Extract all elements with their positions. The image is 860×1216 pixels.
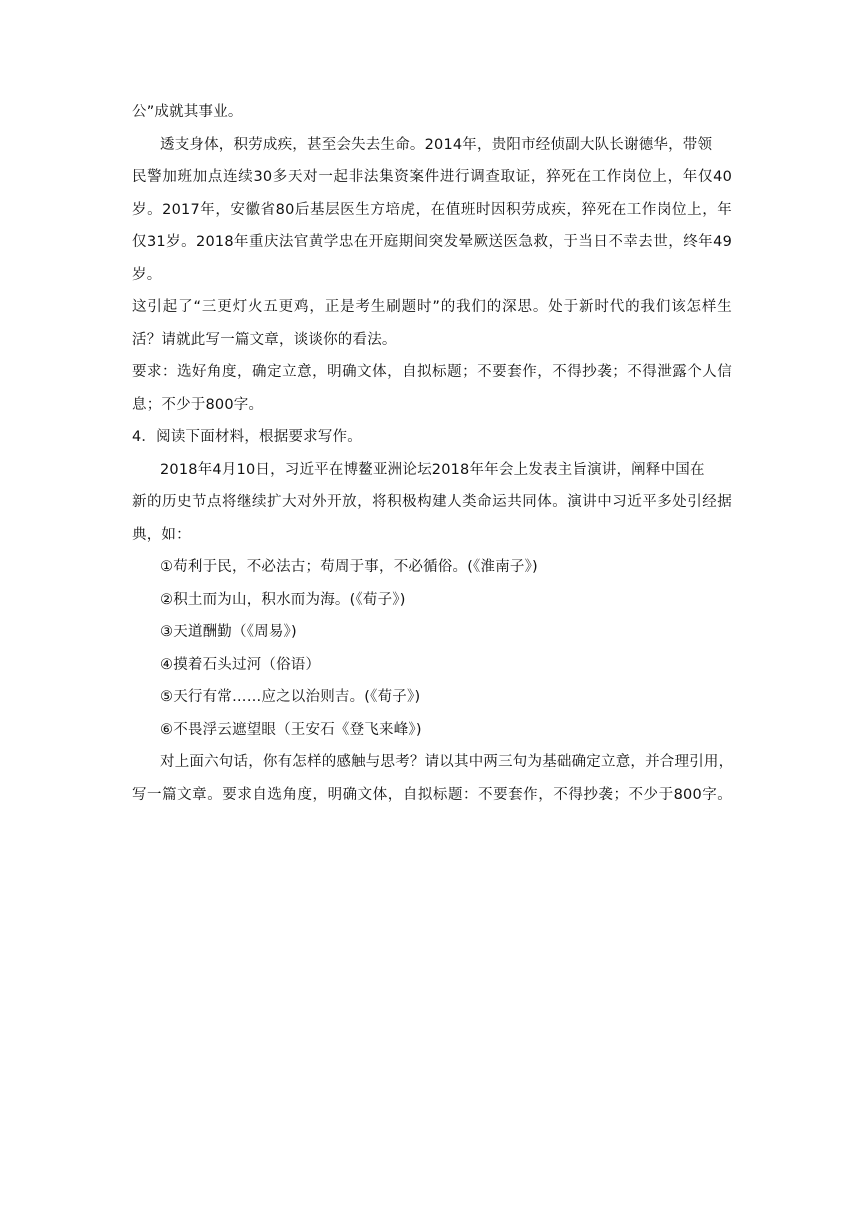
text-line: 息；不少于800字。: [132, 396, 264, 413]
question-4-heading: 4．阅读下面材料，根据要求写作。: [132, 429, 362, 445]
quote-item-4: ④摸着石头过河（俗语）: [160, 656, 321, 673]
quote-item-6: ⑥不畏浮云遮望眼（王安石《登飞来峰》): [160, 721, 422, 738]
text-line: 仅31岁。2018年重庆法官黄学忠在开庭期间突发晕厥送医急救，于当日不幸去世，终年49: [132, 234, 732, 250]
text-line: 公”成就其事业。: [132, 104, 243, 120]
text-line: 民警加班加点连续30多天对一起非法集资案件进行调查取证，猝死在工作岗位上，年仅40: [132, 169, 732, 185]
document-page: [132, 102, 732, 817]
writing-prompt: 对上面六句话，你有怎样的感触与思考？请以其中两三句为基础确定立意，并合理引用，: [160, 754, 734, 770]
quote-item-3: ③天道酬勤（《周易》): [160, 624, 297, 640]
paragraph-boao-speech: 2018年4月10日，习近平在博鳌亚洲论坛2018年年会上发表主旨演讲，阐释中国在: [160, 461, 705, 478]
text-line: 写一篇文章。要求自选角度，明确文体，自拟标题：不要套作，不得抄袭；不少于800字。: [132, 786, 732, 803]
paragraph-overwork-deaths: 透支身体，积劳成疾，甚至会失去生命。2014年，贵阳市经侦副大队长谢德华，带领: [160, 136, 713, 153]
text-line: 岁。2017年，安徽省80后基层医生方培虎，在值班时因积劳成疾，猝死在工作岗位上，年: [132, 201, 732, 218]
quote-item-5: ⑤天行有常……应之以治则吉。(《荀子》): [160, 689, 421, 705]
text-line: 典，如：: [132, 526, 191, 543]
quote-item-2: ②积土而为山，积水而为海。(《荀子》): [160, 591, 406, 608]
text-line: 新的历史节点将继续扩大对外开放，将积极构建人类命运共同体。演讲中习近平多处引经据: [132, 494, 732, 510]
requirements: 要求：选好角度，确定立意，明确文体，自拟标题；不要套作，不得抄袭；不得泄露个人信: [132, 364, 732, 380]
prompt-question: 这引起了“三更灯火五更鸡，正是考生刷题时”的我们的深思。处于新时代的我们该怎样生: [132, 299, 732, 315]
text-line: 岁。: [132, 266, 162, 283]
quote-item-1: ①苟利于民，不必法古；苟周于事，不必循俗。(《淮南子》): [160, 559, 538, 575]
text-line: 活？请就此写一篇文章，谈谈你的看法。: [132, 331, 397, 348]
